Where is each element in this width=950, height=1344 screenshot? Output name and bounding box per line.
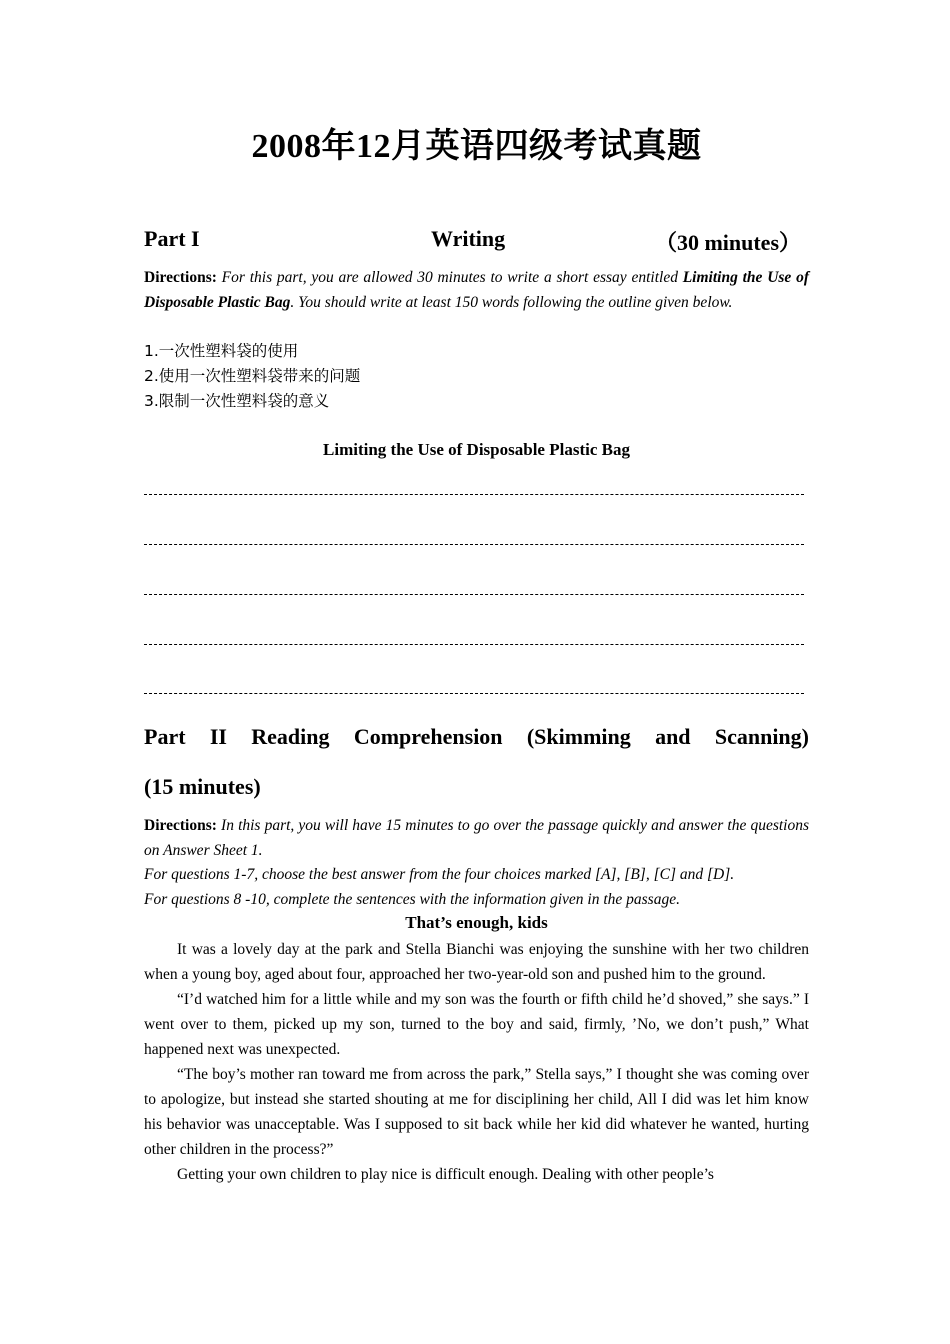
part2-heading: Part II Reading Comprehension (Skimming and Scanning): [144, 724, 809, 749]
passage-title: That’s enough, kids: [405, 913, 548, 932]
answer-line: [144, 594, 804, 595]
outline-item: 3.限制一次性塑料袋的意义: [144, 392, 330, 410]
part1-name: Writing: [431, 226, 506, 251]
instruction-completion: For questions 8 -10, complete the sentences with the information given in the passage.: [144, 891, 680, 908]
part1-time: （30 minutes）: [654, 230, 801, 255]
answer-line: [144, 494, 804, 495]
passage-paragraph: “I’d watched him for a little while and my son was the fourth or fifth child he’d shoved,” she says.” I went over to them, picked up my son, turned to the boy and said, firmly, ’No, we don’t push,” What happened next was unexpected.: [144, 991, 809, 1058]
part1-directions: [144, 265, 809, 315]
passage-paragraph: It was a lovely day at the park and Stella Bianchi was enjoying the sunshine with her two children when a young boy, aged about four, approached her two-year-old son and pushed him to the ground.: [144, 941, 809, 983]
instruction-multiple-choice: For questions 1-7, choose the best answer from the four choices marked [A], [B], [C] and [D].: [144, 866, 735, 883]
passage-paragraph: “The boy’s mother ran toward me from across the park,” Stella says,” I thought she was coming over to apologize, but instead she started shouting at me for disciplining her child, All I did was let him know his behavior was unacceptable. Was I supposed to sit back while her kid did whatever he wanted, hurting other children in the process?”: [144, 1066, 809, 1158]
outline-item: 1.一次性塑料袋的使用: [144, 342, 299, 360]
directions-label: Directions:: [144, 817, 217, 834]
passage-paragraph: Getting your own children to play nice is difficult enough. Dealing with other people’s: [177, 1166, 714, 1183]
answer-line: [144, 644, 804, 645]
part2-time: (15 minutes): [144, 774, 261, 799]
part2-directions: [144, 813, 809, 863]
passage-body: [144, 937, 809, 1187]
essay-outline: [144, 339, 809, 414]
directions-label: Directions:: [144, 269, 217, 286]
answer-line: [144, 693, 804, 694]
directions-text: For this part, you are allowed 30 minutes to write a short essay entitled: [216, 269, 683, 286]
essay-topic: Limiting the Use of Disposable Plastic Bag: [144, 269, 809, 311]
outline-item: 2.使用一次性塑料袋带来的问题: [144, 367, 361, 385]
essay-title: Limiting the Use of Disposable Plastic Bag: [323, 440, 630, 459]
page-title: 2008年12月英语四级考试真题: [251, 128, 702, 165]
answer-line: [144, 544, 804, 545]
directions-text: In this part, you will have 15 minutes to go over the passage quickly and answer the questions on Answer Sheet 1.: [144, 817, 809, 859]
part1-label: Part I: [144, 226, 200, 251]
directions-text: . You should write at least 150 words following the outline given below.: [290, 294, 733, 311]
part1-heading: [144, 226, 809, 256]
